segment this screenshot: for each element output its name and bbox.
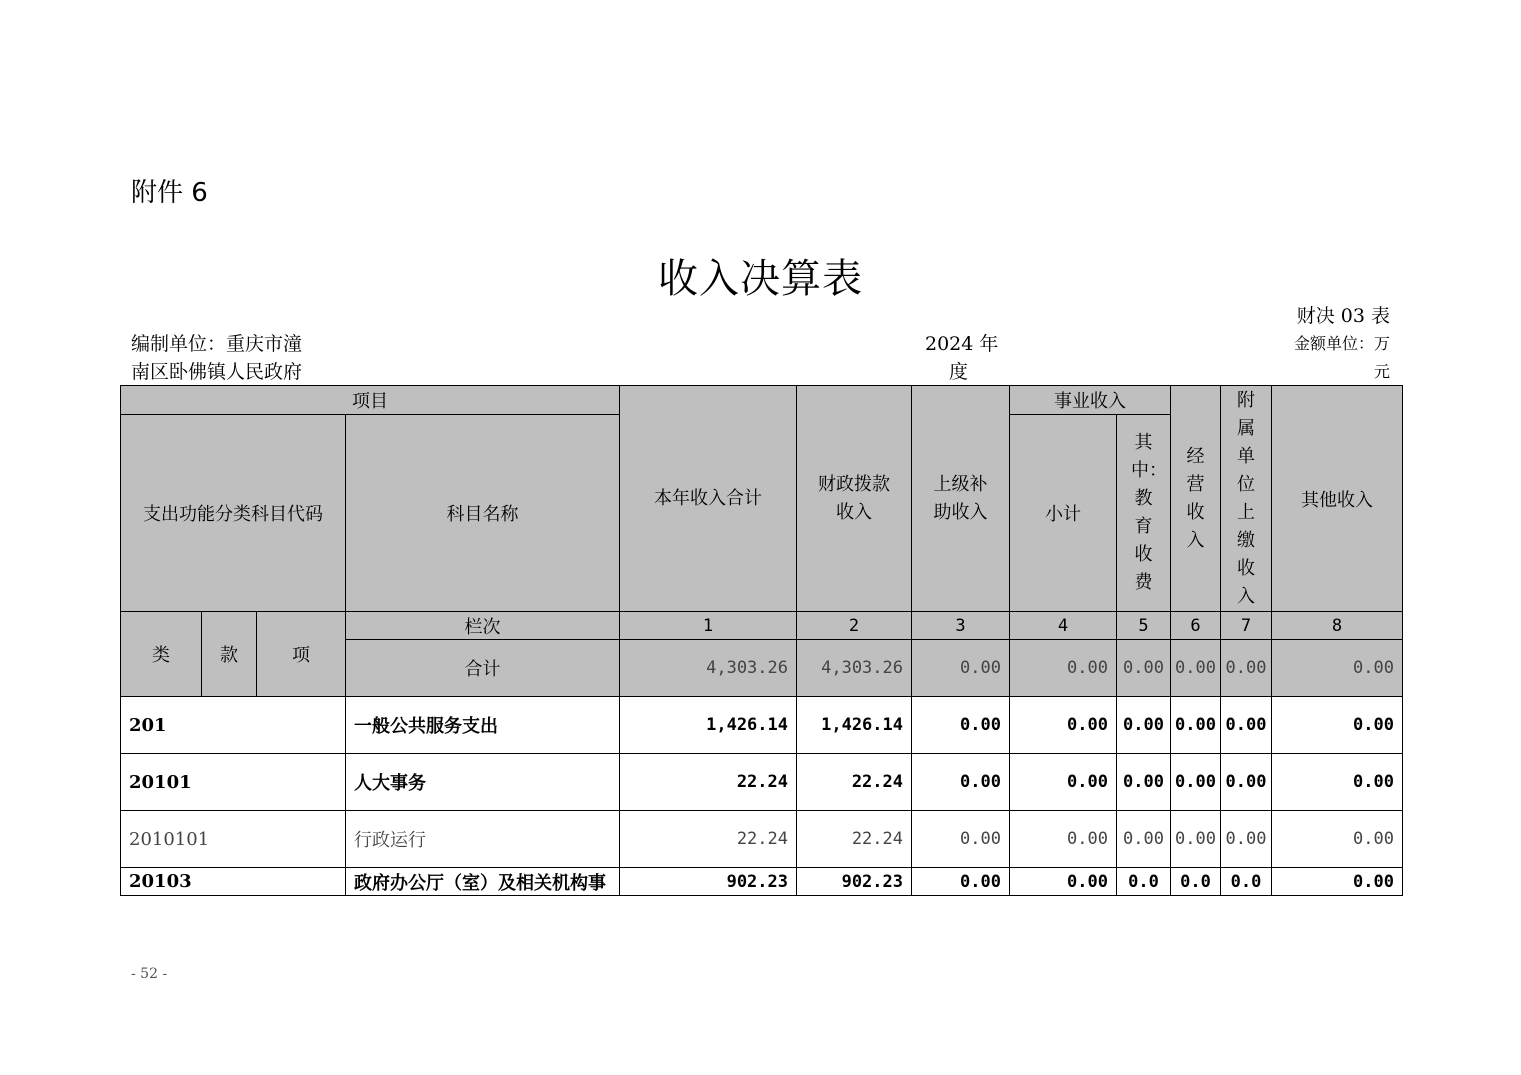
header-item: 项目 — [121, 386, 620, 415]
row-value: 0.00 — [1221, 811, 1272, 868]
row-value: 0.00 — [1171, 754, 1221, 811]
sum-value: 0.00 — [1117, 640, 1171, 697]
row-value: 0.00 — [912, 697, 1010, 754]
col-number: 2 — [797, 612, 912, 640]
page-number: - 52 - — [131, 966, 168, 982]
sum-label: 合计 — [346, 640, 620, 697]
attachment-label: 附件 6 — [131, 178, 208, 208]
header-code: 支出功能分类科目代码 — [121, 415, 346, 612]
row-value: 0.00 — [1171, 697, 1221, 754]
row-value: 0.00 — [1272, 868, 1403, 896]
row-value: 0.00 — [1117, 697, 1171, 754]
header-lei: 类 — [121, 612, 202, 697]
sum-value: 4,303.26 — [797, 640, 912, 697]
income-table — [120, 385, 1403, 896]
row-code: 20101 — [121, 754, 346, 811]
row-name: 一般公共服务支出 — [346, 697, 620, 754]
table-row — [121, 811, 1403, 868]
sum-value: 0.00 — [912, 640, 1010, 697]
header-total: 本年收入合计 — [620, 386, 797, 612]
row-value: 0.00 — [1171, 811, 1221, 868]
table-row — [121, 697, 1403, 754]
row-value: 1,426.14 — [797, 697, 912, 754]
col-number: 3 — [912, 612, 1010, 640]
col-number: 5 — [1117, 612, 1171, 640]
header-superior: 上级补助收入 — [912, 386, 1010, 612]
header-operating: 经营收入 — [1171, 386, 1221, 612]
year-line1: 2024 年 — [925, 333, 999, 355]
header-education: 其中：教育收费 — [1117, 415, 1171, 612]
money-unit-line1: 金额单位：万 — [1293, 334, 1390, 353]
row-value: 0.00 — [1117, 811, 1171, 868]
row-value: 0.0 — [1117, 868, 1171, 896]
header-business: 事业收入 — [1010, 386, 1171, 415]
row-value: 0.0 — [1171, 868, 1221, 896]
row-value: 0.00 — [1272, 697, 1403, 754]
form-number: 财决 03 表 — [1296, 305, 1390, 327]
header-subject: 科目名称 — [346, 415, 620, 612]
col-number: 8 — [1272, 612, 1403, 640]
row-value: 0.00 — [1117, 754, 1171, 811]
row-value: 0.00 — [1010, 811, 1117, 868]
table-row — [121, 868, 1403, 896]
header-other: 其他收入 — [1272, 386, 1403, 612]
sum-value: 0.00 — [1221, 640, 1272, 697]
row-code: 201 — [121, 697, 346, 754]
header-affiliated: 附属单位上缴收入 — [1221, 386, 1272, 612]
page-title: 收入决算表 — [658, 256, 863, 302]
col-number: 1 — [620, 612, 797, 640]
sum-value: 0.00 — [1171, 640, 1221, 697]
header-lanci: 栏次 — [346, 612, 620, 640]
year-line2: 度 — [949, 361, 969, 383]
sum-value: 0.00 — [1010, 640, 1117, 697]
header-xiang: 项 — [257, 612, 346, 697]
compiling-unit-line1: 编制单位：重庆市潼 — [131, 333, 303, 355]
row-value: 902.23 — [797, 868, 912, 896]
header-subtotal: 小计 — [1010, 415, 1117, 612]
row-value: 0.00 — [1010, 697, 1117, 754]
row-value: 0.00 — [912, 754, 1010, 811]
header-fiscal: 财政拨款收入 — [797, 386, 912, 612]
row-code: 2010101 — [121, 811, 346, 868]
row-value: 22.24 — [797, 754, 912, 811]
money-unit-line2: 元 — [1373, 362, 1390, 381]
col-number: 7 — [1221, 612, 1272, 640]
row-value: 0.00 — [1010, 754, 1117, 811]
col-number: 6 — [1171, 612, 1221, 640]
compiling-unit-line2: 南区卧佛镇人民政府 — [131, 361, 303, 383]
header-kuan: 款 — [202, 612, 257, 697]
row-value: 0.00 — [1010, 868, 1117, 896]
row-value: 22.24 — [620, 754, 797, 811]
table-row — [121, 754, 1403, 811]
row-value: 0.00 — [1272, 754, 1403, 811]
sum-value: 4,303.26 — [620, 640, 797, 697]
row-value: 22.24 — [797, 811, 912, 868]
row-value: 0.00 — [912, 811, 1010, 868]
row-code: 20103 — [121, 868, 346, 896]
row-name: 人大事务 — [346, 754, 620, 811]
row-name: 行政运行 — [346, 811, 620, 868]
row-name: 政府办公厅（室）及相关机构事 — [346, 868, 620, 896]
row-value: 902.23 — [620, 868, 797, 896]
row-value: 1,426.14 — [620, 697, 797, 754]
row-value: 0.0 — [1221, 868, 1272, 896]
row-value: 22.24 — [620, 811, 797, 868]
row-value: 0.00 — [1272, 811, 1403, 868]
col-number: 4 — [1010, 612, 1117, 640]
row-value: 0.00 — [1221, 754, 1272, 811]
sum-value: 0.00 — [1272, 640, 1403, 697]
row-value: 0.00 — [1221, 697, 1272, 754]
row-value: 0.00 — [912, 868, 1010, 896]
